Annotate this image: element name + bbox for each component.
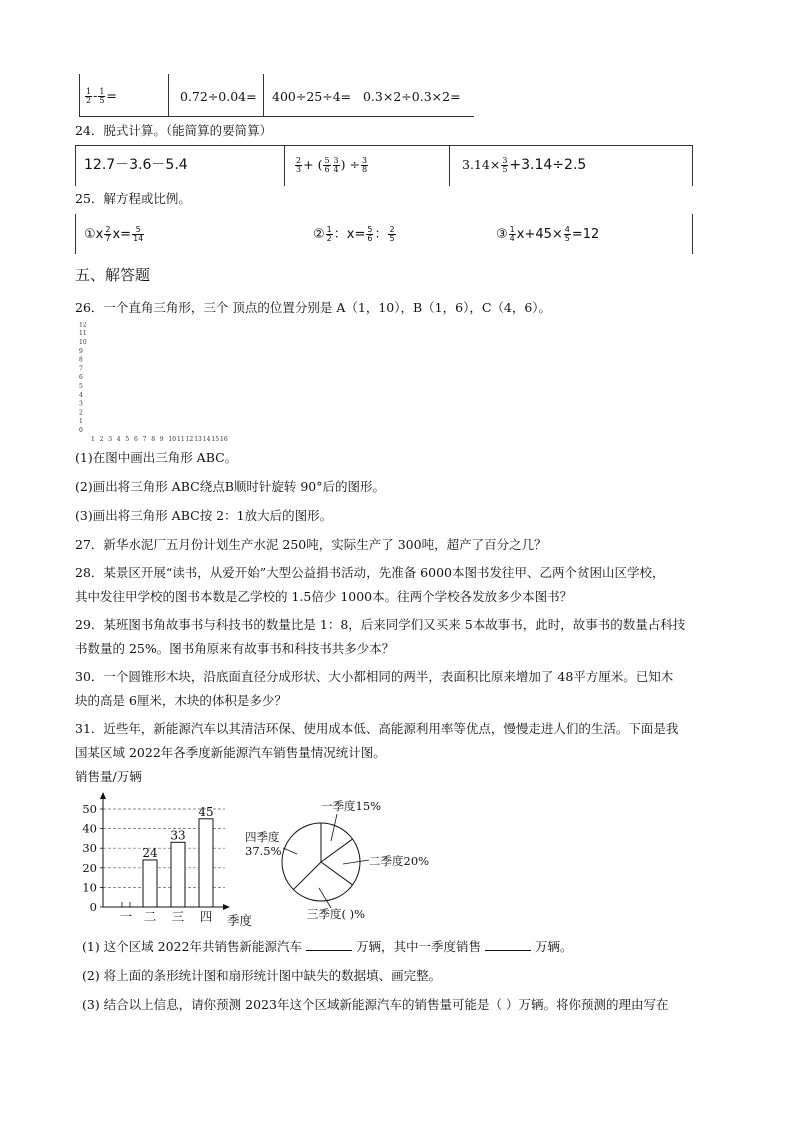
y-tick-label: 2 xyxy=(79,409,83,417)
y-tick-label: 10 xyxy=(82,880,97,895)
x-tick-label: 16 xyxy=(220,436,228,443)
y-tick-label: 12 xyxy=(79,322,87,329)
q31-sub2: (2) 将上面的条形统计图和扇形统计图中缺失的数据填、画完整。 xyxy=(82,968,442,983)
q26-grid-svg xyxy=(74,322,254,446)
y-tick-label: 11 xyxy=(79,330,87,338)
x-category-label: 一 xyxy=(119,909,133,924)
y-tick-label: 20 xyxy=(82,860,97,875)
q26-text: 26．一个直角三角形，三个 顶点的位置分别是 A（1，10），B（1，6），C（4，6）。 xyxy=(75,300,552,315)
q31-line1: 31．近些年，新能源汽车以其清洁环保、使用成本低、高能源利用率等优点，慢慢走进人们的生活。下面是我 xyxy=(75,721,679,736)
bar-xlabel: 季度 xyxy=(227,913,253,928)
q20-item3: 400÷25÷4= xyxy=(272,89,352,104)
answer-blank-total[interactable] xyxy=(306,940,352,951)
x-tick-label: 1 xyxy=(91,436,95,443)
bar-2 xyxy=(143,860,157,907)
y-tick-label: 50 xyxy=(82,802,97,816)
bar-3 xyxy=(171,842,185,907)
q31-sub1: (1) 这个区域 2022年共销售新能源汽车 万辆，其中一季度销售 万辆。 xyxy=(82,939,573,954)
x-tick-label: 6 xyxy=(134,436,138,443)
y-tick-label: 4 xyxy=(79,391,83,399)
y-tick-label: 40 xyxy=(82,821,97,836)
q31-line2: 国某区域 2022年各季度新能源汽车销售量情况统计图。 xyxy=(75,745,386,760)
x-tick-label: 3 xyxy=(108,436,113,443)
pie-label-q1: 一季度15% xyxy=(321,799,382,813)
bar-value-label: 24 xyxy=(142,845,158,860)
pie-label-q2: 二季度20% xyxy=(369,854,430,868)
q24-item1: 12.7－3.6－5.4 xyxy=(84,157,188,173)
y-tick-label: 0 xyxy=(79,427,83,434)
q31-charts xyxy=(75,768,435,928)
q24-label: 24．脱式计算。（能简算的要简算） xyxy=(75,123,273,138)
pie-label-q3: 三季度( )% xyxy=(307,907,366,921)
x-tick-label: 9 xyxy=(159,436,164,443)
x-tick-label: 5 xyxy=(125,436,130,443)
q24-item3: 3.14× $\frac{3}{5}$ +3.14÷2.5 xyxy=(462,156,587,174)
bar-value-label: 33 xyxy=(170,828,186,843)
x-tick-label: 2 xyxy=(99,436,104,443)
y-tick-label: 7 xyxy=(79,365,83,373)
x-tick-label: 7 xyxy=(142,436,147,443)
bar-value-label: 45 xyxy=(198,804,214,819)
q29-line2: 书数量的 25%。图书角原来有故事书和科技书共多少本？ xyxy=(75,641,395,656)
q31-sub3: (3) 结合以上信息，请你预测 2023年这个区域新能源汽车的销售量可能是（ ）万辆。将你预测的理由写在 xyxy=(82,997,669,1012)
x-tick-label: 11 xyxy=(177,436,185,443)
q28-line1: 28．某景区开展“读书，从爱开始”大型公益捐书活动，先准备 6000本图书发往甲、乙两个贫困山区学校， xyxy=(75,565,665,580)
pie-label-q4-line2: 37.5% xyxy=(245,844,282,858)
y-tick-label: 0 xyxy=(89,900,97,914)
q28-line2: 其中发往甲学校的图书本数是乙学校的 1.5倍少 1000本。往两个学校各发放多少本图书？ xyxy=(75,589,573,604)
x-category-label: 二 xyxy=(143,909,157,924)
q30-line2: 块的高是 6厘米，木块的体积是多少？ xyxy=(75,693,287,708)
y-tick-label: 30 xyxy=(82,841,97,856)
pie-label-q4-line1: 四季度 xyxy=(245,830,280,844)
q24-item2: $\frac{2}{3}$ + ( $\frac{5}{6}$ $\frac{3}{4}$ ) ÷ $\frac{3}{8}$ xyxy=(296,156,368,174)
y-tick-label: 5 xyxy=(79,383,83,390)
answer-blank-q1[interactable] xyxy=(485,940,531,951)
x-tick-label: 12 xyxy=(185,436,194,443)
x-tick-label: 15 xyxy=(211,436,220,443)
y-tick-label: 1 xyxy=(79,418,83,426)
q31-charts-svg xyxy=(75,768,435,928)
y-tick-label: 3 xyxy=(79,400,83,408)
y-axis-arrow xyxy=(100,792,106,799)
x-tick-label: 14 xyxy=(202,436,211,443)
x-category-label: 三 xyxy=(171,909,185,924)
q26-sub2: (2)画出将三角形 ABC绕点B顺时针旋转 90°后的图形。 xyxy=(75,479,386,494)
q26-sub3: (3)画出将三角形 ABC按 2：1放大后的图形。 xyxy=(75,508,333,523)
q27-text: 27．新华水泥厂五月份计划生产水泥 250吨，实际生产了 300吨，超产了百分之几？ xyxy=(75,537,547,552)
q29-line1: 29．某班图书角故事书与科技书的数量比是 1：8，后来同学们又买来 5本故事书，此时，故事书的数量占科技 xyxy=(75,617,686,632)
q26-grid xyxy=(74,322,254,446)
q25-label: 25．解方程或比例。 xyxy=(75,191,191,206)
x-axis-arrow xyxy=(223,904,230,910)
y-tick-label: 10 xyxy=(79,339,87,346)
q25-item3: ③ $\frac{1}{4}$ x+45× $\frac{4}{5}$ =12 xyxy=(496,225,600,243)
q25-item2: ② $\frac{1}{2}$ ：x= $\frac{5}{6}$ ： $\frac{2}{5}$ xyxy=(313,225,395,243)
q20-item1: $\frac{1}{2}$ - $\frac{1}{5}$ = xyxy=(86,87,117,105)
y-tick-label: 9 xyxy=(79,347,83,355)
section-title: 五、解答题 xyxy=(75,266,151,284)
q30-line1: 30．一个圆锥形木块，沿底面直径分成形状、大小都相同的两半，表面积比原来增加了 48平方厘米。已知木 xyxy=(75,669,674,684)
q26-sub1: (1)在图中画出三角形 ABC。 xyxy=(75,450,238,465)
x-tick-label: 13 xyxy=(194,436,202,443)
y-tick-label: 6 xyxy=(79,374,83,382)
y-tick-label: 8 xyxy=(79,356,83,364)
q20-item4: 0.3×2÷0.3×2= xyxy=(363,89,461,104)
q25-item1: ①x $\frac{2}{7}$ x= $\frac{5}{14}$ xyxy=(84,225,144,243)
x-tick-label: 8 xyxy=(151,436,156,443)
x-tick-label: 10 xyxy=(168,436,177,443)
bar-4 xyxy=(199,819,213,907)
q20-item2: 0.72÷0.04= xyxy=(180,89,257,104)
bar-ylabel: 销售量/万辆 xyxy=(75,769,142,784)
x-category-label: 四 xyxy=(199,909,213,924)
x-tick-label: 4 xyxy=(116,436,121,443)
